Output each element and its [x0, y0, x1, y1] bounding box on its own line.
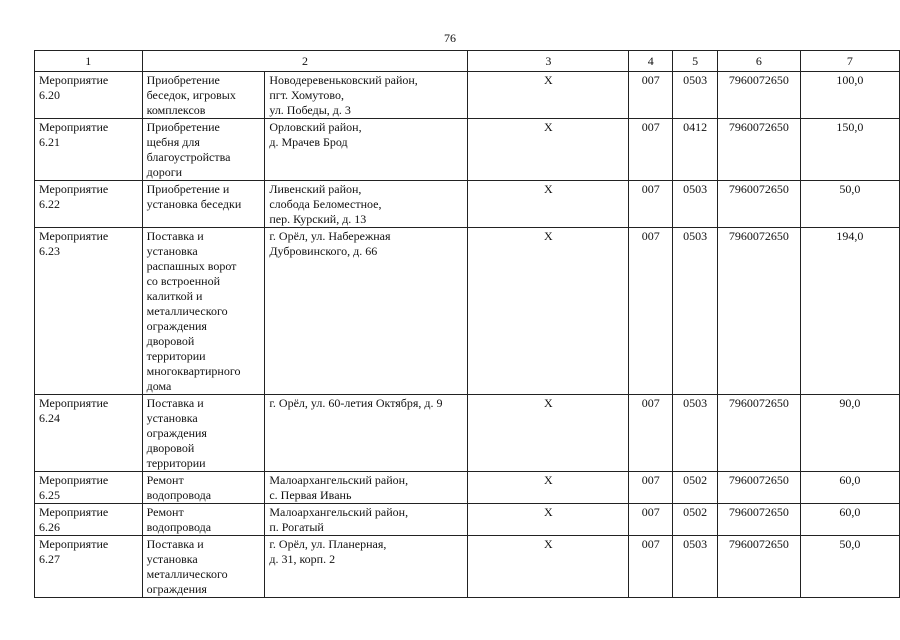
event-cell: Мероприятие 6.25	[35, 472, 143, 504]
column-header-5: 5	[673, 51, 718, 72]
section-cell: 0412	[673, 119, 718, 181]
table-row	[35, 72, 900, 119]
amount-cell: 150,0	[800, 119, 899, 181]
table-header-row	[35, 51, 900, 72]
column-header-1: 1	[35, 51, 143, 72]
event-cell: Мероприятие 6.22	[35, 181, 143, 228]
address-cell: Малоархангельский район, п. Рогатый	[265, 504, 468, 536]
code-cell: 007	[629, 181, 673, 228]
target-code-cell: 7960072650	[717, 228, 800, 395]
event-cell: Мероприятие 6.23	[35, 228, 143, 395]
code-cell: 007	[629, 536, 673, 598]
mark-cell: Х	[468, 536, 629, 598]
table-row	[35, 536, 900, 598]
description-cell: Поставка и установка распашных ворот со встроенной калиткой и металлического ограждения дворовой территории многоквартирного дома	[142, 228, 265, 395]
target-code-cell: 7960072650	[717, 395, 800, 472]
section-cell: 0503	[673, 536, 718, 598]
code-cell: 007	[629, 119, 673, 181]
event-cell: Мероприятие 6.20	[35, 72, 143, 119]
target-code-cell: 7960072650	[717, 472, 800, 504]
column-header-7: 7	[800, 51, 899, 72]
description-cell: Ремонт водопровода	[142, 472, 265, 504]
description-cell: Поставка и установка ограждения дворовой территории	[142, 395, 265, 472]
section-cell: 0502	[673, 472, 718, 504]
description-cell: Приобретение беседок, игровых комплексов	[142, 72, 265, 119]
target-code-cell: 7960072650	[717, 72, 800, 119]
code-cell: 007	[629, 472, 673, 504]
target-code-cell: 7960072650	[717, 119, 800, 181]
amount-cell: 60,0	[800, 504, 899, 536]
address-cell: г. Орёл, ул. 60-летия Октября, д. 9	[265, 395, 468, 472]
address-cell: Орловский район, д. Мрачев Брод	[265, 119, 468, 181]
section-cell: 0503	[673, 395, 718, 472]
code-cell: 007	[629, 395, 673, 472]
amount-cell: 50,0	[800, 181, 899, 228]
description-cell: Приобретение и установка беседки	[142, 181, 265, 228]
column-header-6: 6	[717, 51, 800, 72]
target-code-cell: 7960072650	[717, 504, 800, 536]
mark-cell: Х	[468, 72, 629, 119]
column-header-2: 2	[142, 51, 468, 72]
code-cell: 007	[629, 72, 673, 119]
page-number: 76	[444, 31, 456, 45]
amount-cell: 90,0	[800, 395, 899, 472]
measures-table	[34, 50, 900, 598]
mark-cell: Х	[468, 228, 629, 395]
description-cell: Приобретение щебня для благоустройства дороги	[142, 119, 265, 181]
section-cell: 0503	[673, 228, 718, 395]
event-cell: Мероприятие 6.24	[35, 395, 143, 472]
table-row	[35, 119, 900, 181]
code-cell: 007	[629, 504, 673, 536]
description-cell: Поставка и установка металлического ограждения	[142, 536, 265, 598]
section-cell: 0502	[673, 504, 718, 536]
column-header-3: 3	[468, 51, 629, 72]
event-cell: Мероприятие 6.27	[35, 536, 143, 598]
address-cell: Новодеревеньковский район, пгт. Хомутово, ул. Победы, д. 3	[265, 72, 468, 119]
amount-cell: 194,0	[800, 228, 899, 395]
code-cell: 007	[629, 228, 673, 395]
target-code-cell: 7960072650	[717, 536, 800, 598]
table-row	[35, 228, 900, 395]
amount-cell: 100,0	[800, 72, 899, 119]
mark-cell: Х	[468, 504, 629, 536]
table-row	[35, 504, 900, 536]
address-cell: г. Орёл, ул. Планерная, д. 31, корп. 2	[265, 536, 468, 598]
amount-cell: 50,0	[800, 536, 899, 598]
amount-cell: 60,0	[800, 472, 899, 504]
table-row	[35, 472, 900, 504]
column-header-4: 4	[629, 51, 673, 72]
mark-cell: Х	[468, 395, 629, 472]
address-cell: Малоархангельский район, с. Первая Ивань	[265, 472, 468, 504]
description-cell: Ремонт водопровода	[142, 504, 265, 536]
mark-cell: Х	[468, 472, 629, 504]
address-cell: г. Орёл, ул. Набережная Дубровинского, д. 66	[265, 228, 468, 395]
section-cell: 0503	[673, 72, 718, 119]
mark-cell: Х	[468, 181, 629, 228]
table-row	[35, 395, 900, 472]
table-row	[35, 181, 900, 228]
event-cell: Мероприятие 6.26	[35, 504, 143, 536]
event-cell: Мероприятие 6.21	[35, 119, 143, 181]
target-code-cell: 7960072650	[717, 181, 800, 228]
mark-cell: Х	[468, 119, 629, 181]
section-cell: 0503	[673, 181, 718, 228]
address-cell: Ливенский район, слобода Беломестное, пер. Курский, д. 13	[265, 181, 468, 228]
